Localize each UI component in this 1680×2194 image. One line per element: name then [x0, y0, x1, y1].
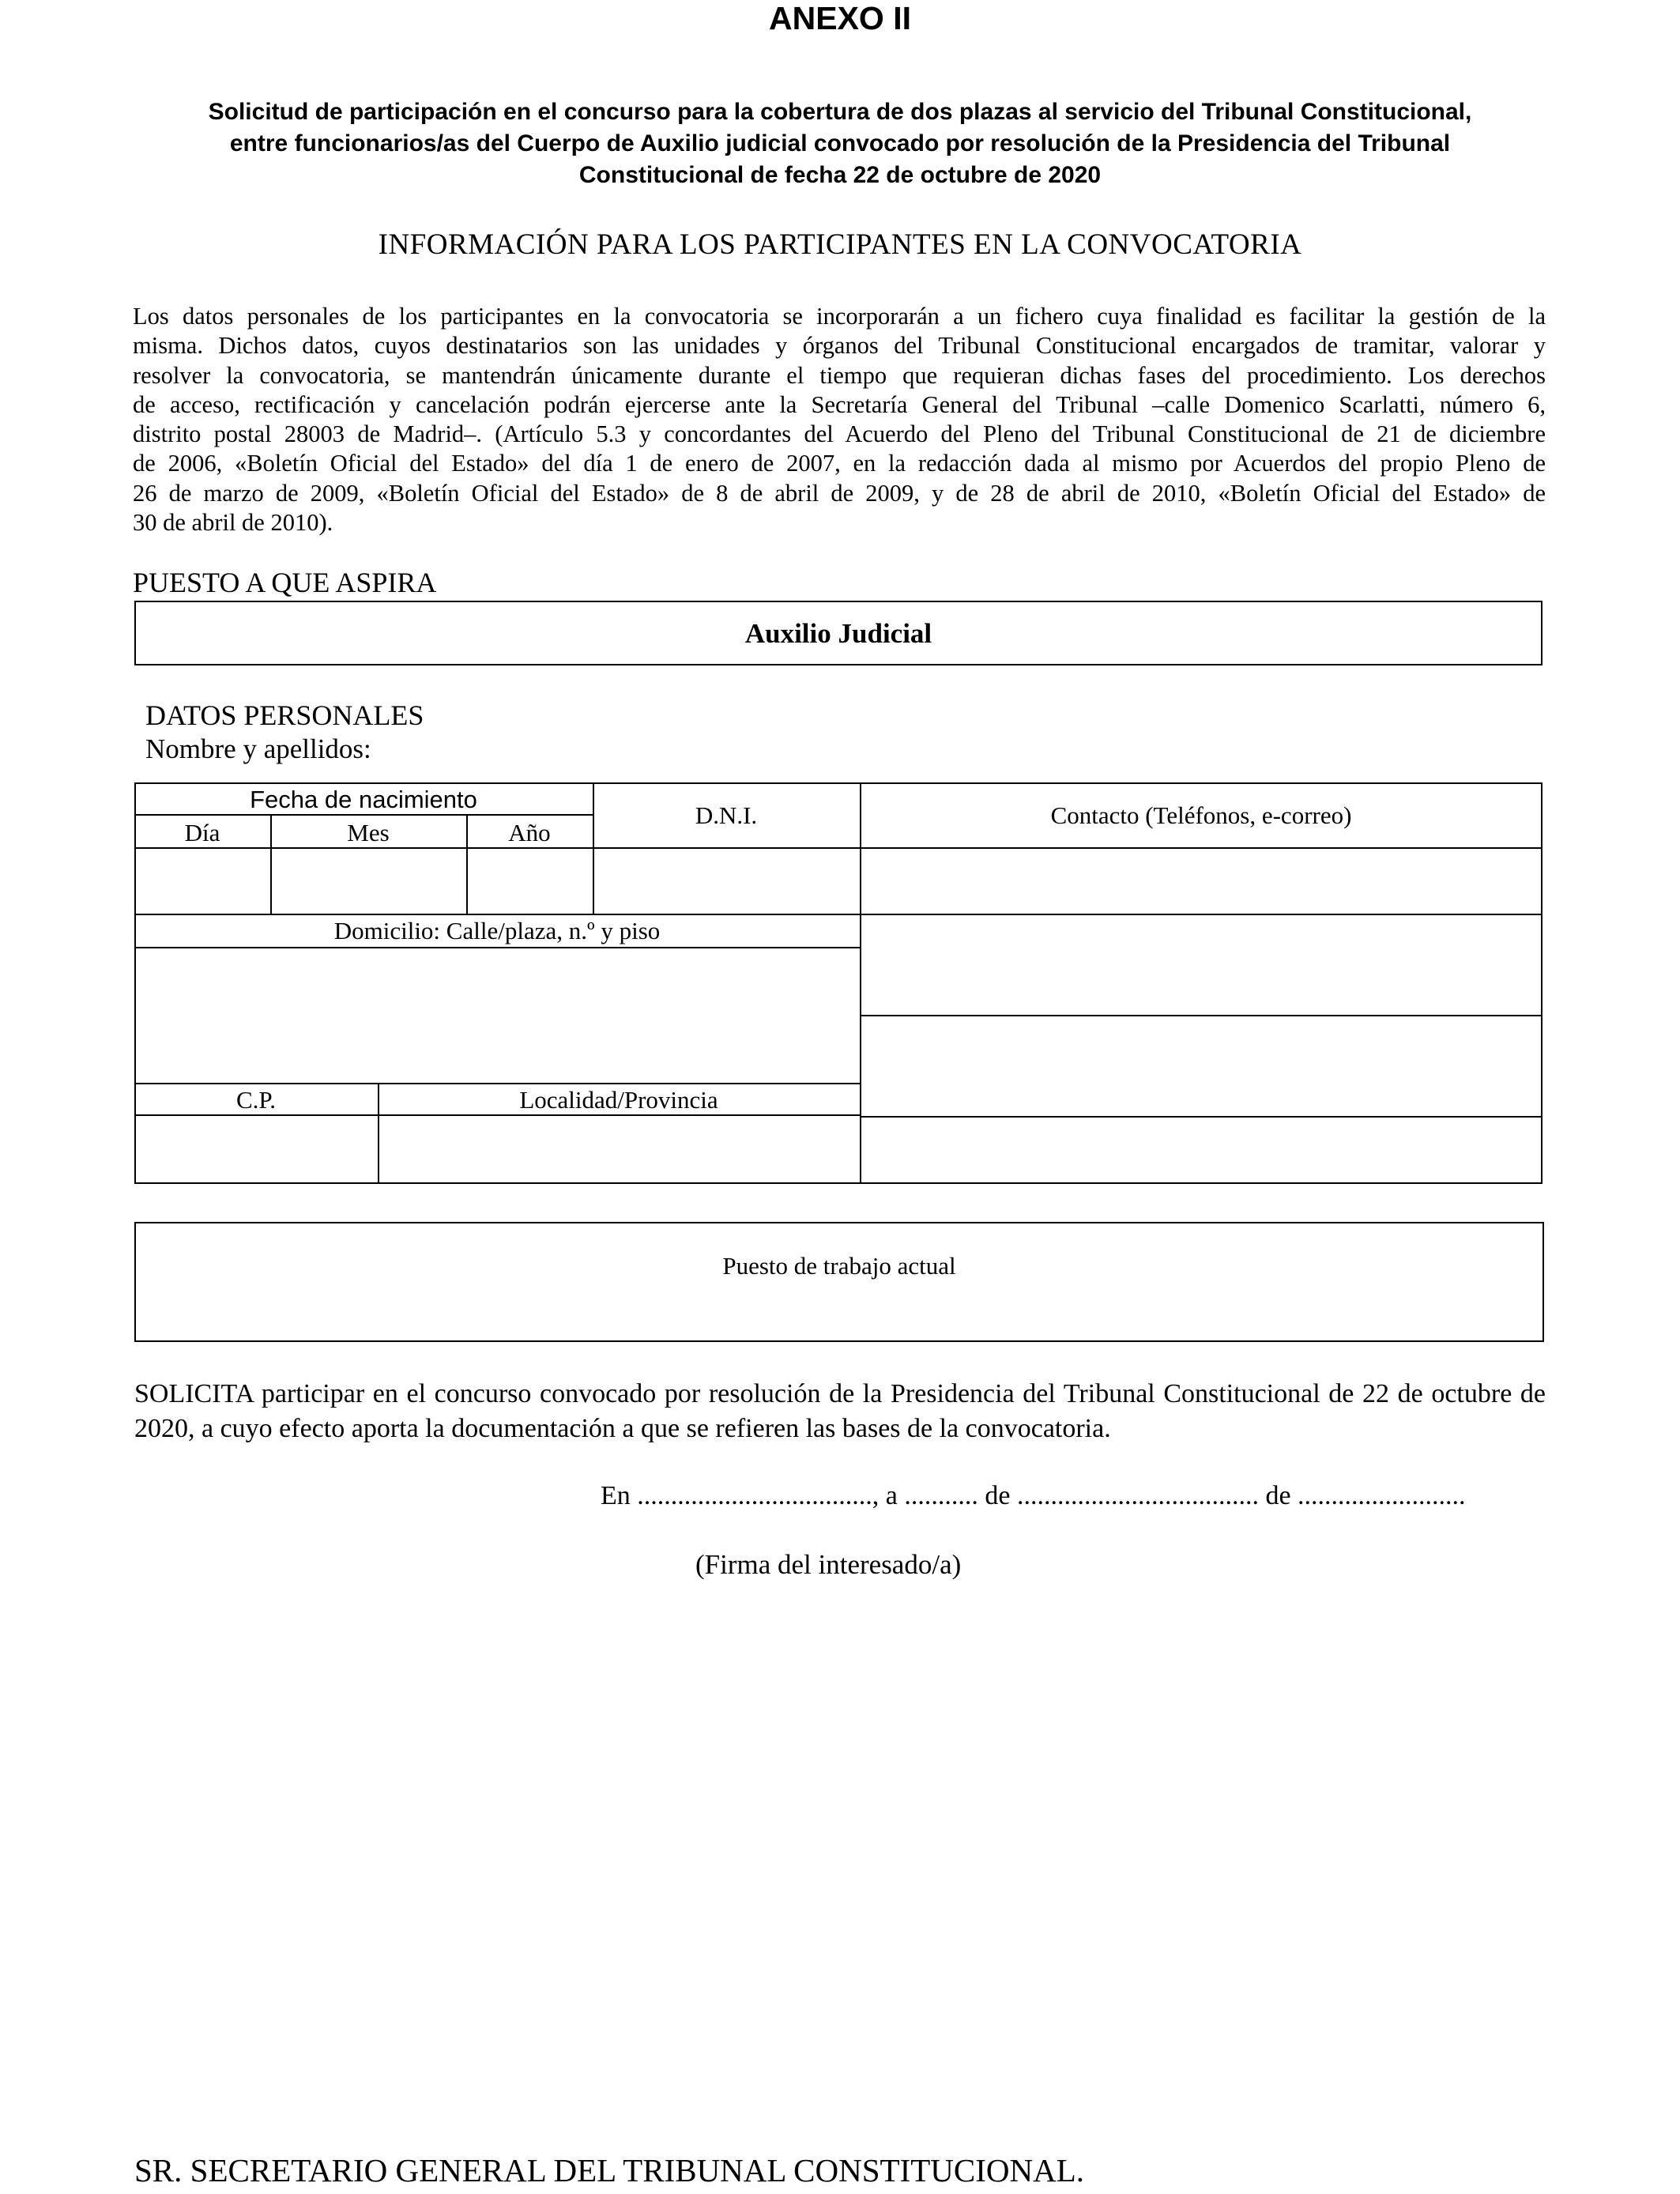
subtitle-line: Solicitud de participación en el concurso para la cobertura de dos plazas al servicio del Tribunal Constitucional,: [208, 99, 1472, 125]
contact-row-line-1: [860, 1015, 1543, 1016]
info-line: de 2006, «Boletín Oficial del Estado» del día 1 de enero de 2007, en la redacción dada al mismo por Acuerdos del propio Pleno de: [133, 450, 1546, 477]
document-subtitle: [134, 96, 1546, 191]
table-main-divider: [860, 782, 861, 1184]
contact-row-line-2: [860, 1116, 1543, 1118]
info-line: Los datos personales de los participantes en la convocatoria se incorporarán a un fichero cuya finalidad es facilitar la gestión de la: [133, 303, 1546, 330]
datos-heading: DATOS PERSONALES: [145, 699, 424, 731]
info-line: misma. Dichos datos, cuyos destinatarios son las unidades y órganos del Tribunal Constitucional encargados de tramitar, valorar y: [133, 332, 1546, 360]
mes-label: Mes: [347, 819, 390, 846]
fecha-nacimiento-label: Fecha de nacimiento: [250, 786, 477, 813]
destinatario: SR. SECRETARIO GENERAL DEL TRIBUNAL CONSTITUCIONAL.: [134, 2152, 1085, 2188]
dia-label: Día: [184, 819, 220, 846]
table-border-right: [1541, 782, 1543, 1184]
info-line: distrito postal 28003 de Madrid–. (Artículo 5.3 y concordantes del Acuerdo del Pleno del Tribunal Constitucional de 21 de diciembre: [133, 420, 1546, 448]
dni-label: D.N.I.: [695, 801, 758, 829]
info-line: 26 de marzo de 2009, «Boletín Oficial del Estado» de 8 de abril de 2009, y de 28 de abril de 2010, «Boletín Oficial del Estado» de: [133, 479, 1546, 507]
annex-title: ANEXO II: [769, 0, 911, 36]
domicilio-label: Domicilio: Calle/plaza, n.º y piso: [333, 917, 661, 944]
info-heading: INFORMACIÓN PARA LOS PARTICIPANTES EN LA CONVOCATORIA: [378, 228, 1302, 261]
subtitle-line: entre funcionarios/as del Cuerpo de Auxilio judicial convocado por resolución de la Presidencia del Tribunal: [229, 130, 1451, 156]
puesto-heading: PUESTO A QUE ASPIRA: [133, 567, 437, 598]
cp-underline: [134, 1114, 860, 1116]
table-border-top: [134, 782, 1543, 784]
info-line: de acceso, rectificación y cancelación podrán ejercerse ante la Secretaría General del Tribunal –calle Domenico Scarlatti, número 6,: [133, 390, 1546, 418]
info-line: 30 de abril de 2010).: [133, 509, 333, 537]
puesto-value: Auxilio Judicial: [744, 618, 932, 649]
solicitud-text: SOLICITA participar en el concurso convocado por resolución de la Presidencia del Tribunal Constitucional de 22 de octubre de 2020, a cuyo efecto aporta la documentación a que se refieren las bases de la convocatoria.: [134, 1379, 1546, 1443]
localidad-label: Localidad/Provincia: [519, 1086, 718, 1114]
info-paragraph: [133, 302, 1546, 537]
subtitle-line: Constitucional de fecha 22 de octubre de 2020: [578, 162, 1102, 188]
fecha-underline: [134, 814, 593, 816]
values-row-line: [134, 914, 1543, 915]
anio-label: Año: [508, 819, 551, 846]
info-line: resolver la convocatoria, se mantendrán únicamente durante el tiempo que requieran dichas fases del procedimiento. Los derechos: [133, 361, 1546, 389]
puesto-actual-box: [134, 1222, 1544, 1342]
contacto-label: Contacto (Teléfonos, e-correo): [1050, 801, 1352, 829]
cp-label: C.P.: [236, 1086, 276, 1114]
header-row-line: [134, 847, 1543, 849]
cp-top-line: [134, 1083, 860, 1084]
puesto-actual-label: Puesto de trabajo actual: [722, 1252, 956, 1280]
domicilio-underline: [134, 947, 860, 948]
lugar-fecha-line: En ..................................., a ........... de .................................... de .........................: [601, 1481, 1466, 1510]
firma-label: (Firma del interesado/a): [695, 1549, 962, 1580]
table-border-bottom: [134, 1182, 1543, 1184]
nombre-label: Nombre y apellidos:: [145, 733, 371, 764]
